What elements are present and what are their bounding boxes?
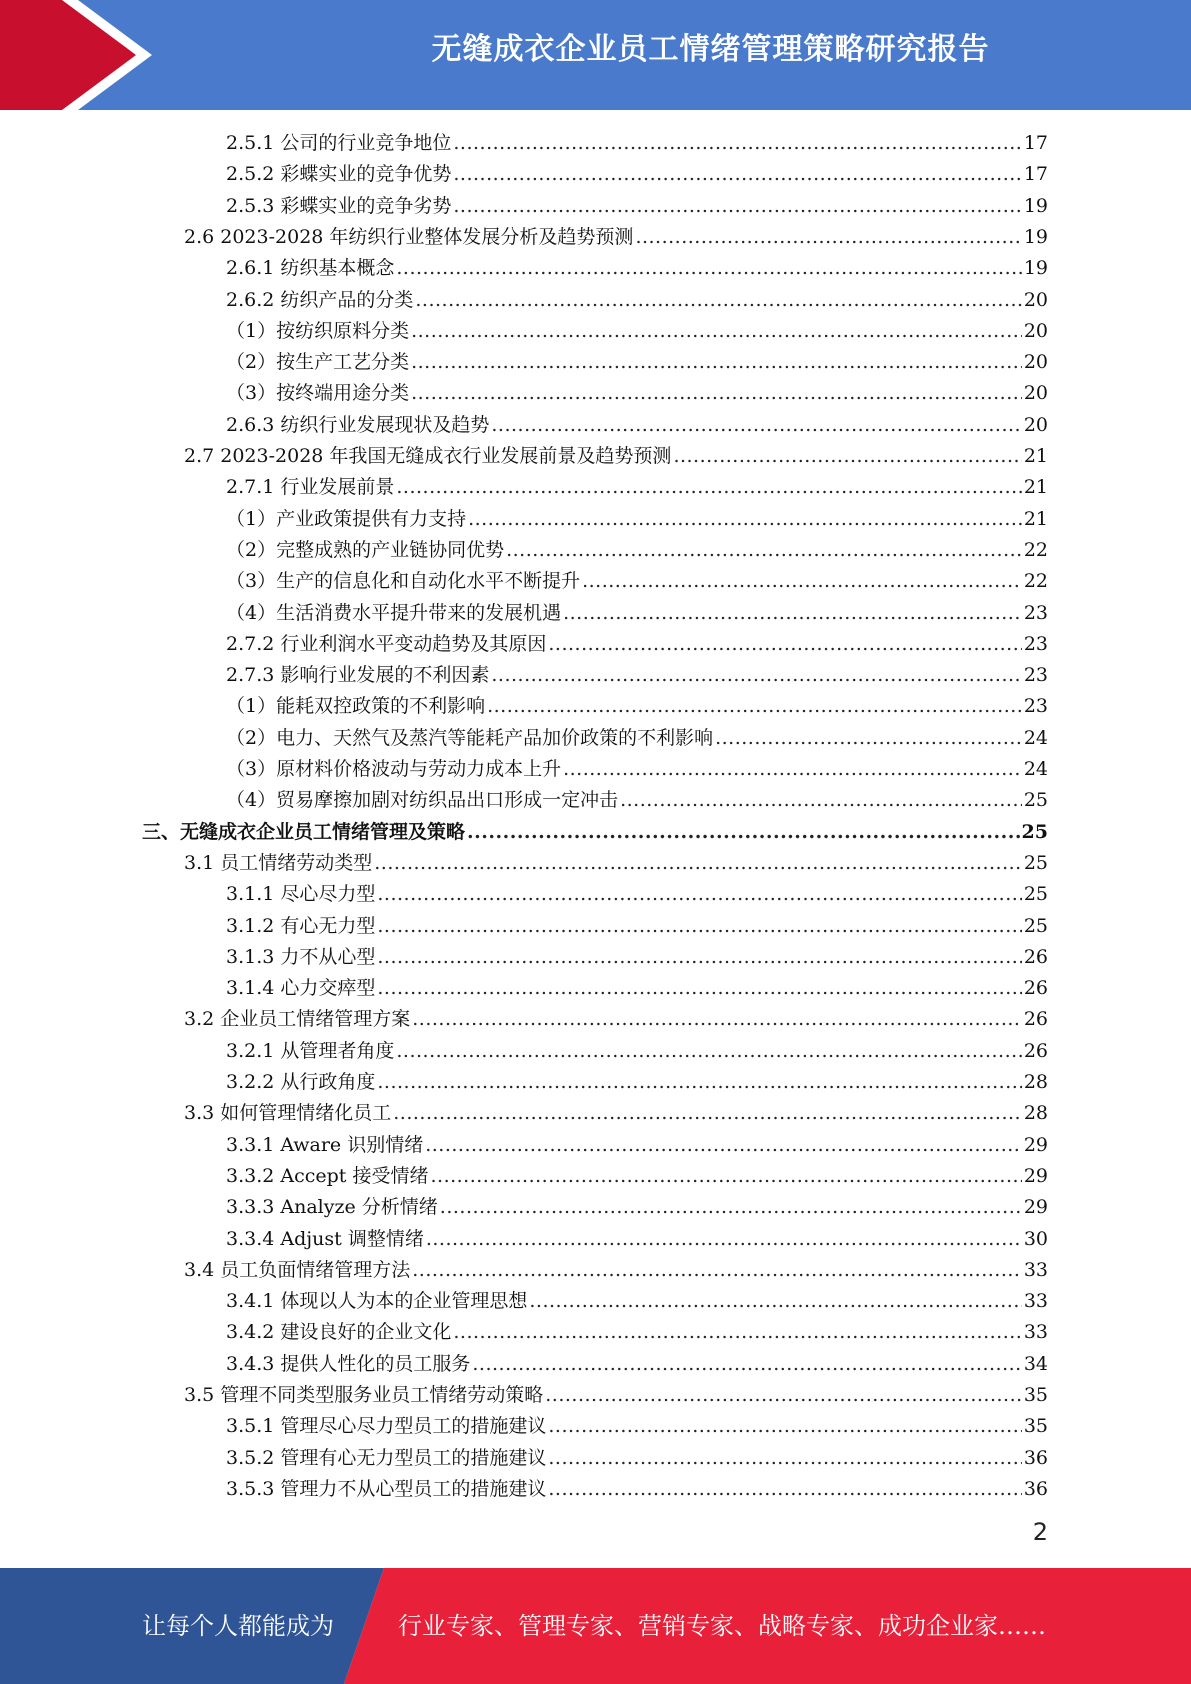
toc-entry-title: 2.6 2023-2028 年纺织行业整体发展分析及趋势预测 bbox=[184, 225, 634, 248]
toc-entry-title: 3.5.3 管理力不从心型员工的措施建议 bbox=[226, 1477, 547, 1500]
toc-entry-title: 3.1.1 尽心尽力型 bbox=[226, 883, 376, 906]
toc-entry-page: 33 bbox=[1023, 1290, 1048, 1313]
toc-entry-page: 22 bbox=[1023, 538, 1048, 561]
toc-leader-dots bbox=[425, 1130, 1022, 1161]
toc-entry-page: 26 bbox=[1023, 945, 1048, 968]
toc-leader-dots bbox=[548, 629, 1021, 660]
toc-leader-dots bbox=[472, 1349, 1021, 1380]
toc-entry-page: 23 bbox=[1023, 664, 1048, 687]
toc-entry-title: （1）能耗双控政策的不利影响 bbox=[226, 695, 486, 718]
toc-leader-dots bbox=[548, 1474, 1021, 1505]
toc-entry[interactable] bbox=[226, 1161, 1048, 1192]
toc-entry-page: 22 bbox=[1023, 570, 1048, 593]
toc-leader-dots bbox=[412, 1004, 1022, 1035]
toc-entry[interactable] bbox=[226, 942, 1048, 973]
page-footer bbox=[0, 1568, 1191, 1684]
toc-leader-dots bbox=[548, 1443, 1021, 1474]
toc-entry-page: 36 bbox=[1023, 1446, 1048, 1469]
toc-entry-title: （3）按终端用途分类 bbox=[226, 382, 410, 405]
toc-leader-dots bbox=[453, 159, 1021, 190]
toc-entry-title: 2.7.3 影响行业发展的不利因素 bbox=[226, 664, 490, 687]
toc-leader-dots bbox=[393, 1098, 1022, 1129]
toc-leader-dots bbox=[377, 911, 1021, 942]
toc-leader-dots bbox=[374, 848, 1022, 879]
toc-entry-title: 3.1.4 心力交瘁型 bbox=[226, 977, 376, 1000]
toc-entry[interactable] bbox=[226, 316, 1048, 347]
toc-leader-dots bbox=[377, 973, 1021, 1004]
toc-entry-page: 26 bbox=[1023, 977, 1048, 1000]
toc-entry-page: 21 bbox=[1023, 445, 1048, 467]
toc-entry-page: 25 bbox=[1023, 851, 1048, 874]
toc-entry[interactable] bbox=[226, 629, 1048, 660]
toc-entry-page: 29 bbox=[1023, 1164, 1048, 1187]
toc-leader-dots bbox=[453, 191, 1021, 222]
toc-entry[interactable] bbox=[226, 1192, 1048, 1223]
toc-entry-page: 19 bbox=[1023, 194, 1048, 217]
toc-leader-dots bbox=[715, 723, 1022, 754]
toc-entry-title: 2.6.1 纺织基本概念 bbox=[226, 257, 395, 280]
toc-leader-dots bbox=[620, 785, 1022, 816]
toc-entry[interactable] bbox=[184, 848, 1048, 879]
toc-entry[interactable] bbox=[226, 1067, 1048, 1098]
toc-entry-title: 3.5 管理不同类型服务业员工情绪劳动策略 bbox=[184, 1384, 544, 1406]
toc-entry[interactable] bbox=[226, 535, 1048, 566]
toc-leader-dots bbox=[411, 316, 1022, 347]
toc-leader-dots bbox=[563, 754, 1022, 785]
toc-entry-title: 2.7.2 行业利润水平变动趋势及其原因 bbox=[226, 632, 547, 655]
toc-entry-title: 2.6.3 纺织行业发展现状及趋势 bbox=[226, 413, 490, 436]
toc-entry-page: 35 bbox=[1023, 1384, 1048, 1406]
toc-leader-dots bbox=[396, 472, 1021, 503]
toc-leader-dots bbox=[396, 1036, 1021, 1067]
toc-entry-page: 36 bbox=[1023, 1477, 1048, 1500]
toc-leader-dots bbox=[468, 504, 1022, 535]
toc-entry-page: 30 bbox=[1023, 1227, 1048, 1250]
toc-entry-page: 25 bbox=[1023, 789, 1048, 812]
toc-entry-page: 26 bbox=[1023, 1008, 1048, 1031]
toc-entry[interactable] bbox=[226, 128, 1048, 159]
toc-entry-title: 3.1 员工情绪劳动类型 bbox=[184, 851, 373, 874]
toc-entry[interactable] bbox=[226, 253, 1048, 284]
toc-entry-title: （3）原材料价格波动与劳动力成本上升 bbox=[226, 758, 562, 780]
toc-entry[interactable] bbox=[226, 785, 1048, 816]
toc-entry-page: 20 bbox=[1023, 413, 1048, 436]
toc-entry-title: （2）电力、天然气及蒸汽等能耗产品加价政策的不利影响 bbox=[226, 726, 714, 749]
toc-entry-title: （1）按纺织原料分类 bbox=[226, 319, 410, 342]
toc-entry-title: 3.4.1 体现以人为本的企业管理思想 bbox=[226, 1290, 528, 1313]
toc-entry-title: 3.3.2 Accept 接受情绪 bbox=[226, 1164, 429, 1187]
toc-entry-title: 3.2.1 从管理者角度 bbox=[226, 1039, 395, 1062]
toc-entry-page: 33 bbox=[1023, 1321, 1048, 1344]
toc-entry[interactable] bbox=[226, 1130, 1048, 1161]
toc-leader-dots bbox=[396, 253, 1021, 284]
toc-leader-dots bbox=[412, 1255, 1022, 1286]
toc-entry[interactable] bbox=[226, 911, 1048, 942]
toc-leader-dots bbox=[582, 566, 1022, 597]
toc-entry-page: 26 bbox=[1023, 1039, 1048, 1062]
toc-entry[interactable] bbox=[226, 159, 1048, 190]
toc-entry-title: （4）贸易摩擦加剧对纺织品出口形成一定冲击 bbox=[226, 789, 619, 812]
toc-entry-page: 20 bbox=[1023, 319, 1048, 342]
toc-entry-title: 2.7.1 行业发展前景 bbox=[226, 476, 395, 499]
toc-entry-title: （2）完整成熟的产业链协同优势 bbox=[226, 538, 505, 561]
toc-entry-page: 25 bbox=[1023, 883, 1048, 906]
toc-entry-page: 29 bbox=[1023, 1196, 1048, 1219]
toc-entry-title: 2.6.2 纺织产品的分类 bbox=[226, 288, 414, 311]
toc-entry-page: 25 bbox=[1023, 914, 1048, 937]
toc-entry-title: 3.4.2 建设良好的企业文化 bbox=[226, 1321, 452, 1344]
toc-leader-dots bbox=[377, 1067, 1021, 1098]
toc-leader-dots bbox=[453, 1317, 1021, 1348]
page-number: 2 bbox=[1032, 1518, 1048, 1546]
toc-entry[interactable] bbox=[226, 347, 1048, 378]
toc-leader-dots bbox=[440, 1192, 1022, 1223]
toc-entry-page: 28 bbox=[1023, 1071, 1048, 1093]
toc-entry-title: （2）按生产工艺分类 bbox=[226, 351, 410, 374]
toc-leader-dots bbox=[377, 942, 1021, 973]
toc-entry[interactable] bbox=[184, 1004, 1048, 1035]
toc-entry-page: 33 bbox=[1023, 1258, 1048, 1281]
toc-entry-title: 3.2 企业员工情绪管理方案 bbox=[184, 1008, 411, 1031]
toc-entry-title: 3.4 员工负面情绪管理方法 bbox=[184, 1258, 411, 1281]
toc-entry[interactable] bbox=[226, 1224, 1048, 1255]
toc-entry-title: 3.5.1 管理尽心尽力型员工的措施建议 bbox=[226, 1415, 547, 1438]
toc-entry-page: 28 bbox=[1023, 1102, 1048, 1125]
toc-entry[interactable] bbox=[226, 598, 1048, 629]
toc-entry[interactable] bbox=[226, 1036, 1048, 1067]
toc-entry-page: 23 bbox=[1023, 632, 1048, 655]
toc-entry-page: 17 bbox=[1023, 132, 1048, 154]
toc-entry-page: 21 bbox=[1023, 507, 1048, 530]
document-title: 无缝成衣企业员工情绪管理策略研究报告 bbox=[431, 32, 990, 67]
toc-leader-dots bbox=[491, 660, 1021, 691]
toc-entry-page: 19 bbox=[1023, 225, 1048, 248]
toc-entry[interactable] bbox=[226, 973, 1048, 1004]
toc-entry[interactable] bbox=[226, 472, 1048, 503]
toc-leader-dots bbox=[467, 817, 1020, 848]
toc-entry-page: 20 bbox=[1023, 288, 1048, 311]
toc-entry-page: 21 bbox=[1023, 476, 1048, 499]
page-header bbox=[0, 0, 1191, 110]
toc-entry-page: 20 bbox=[1023, 351, 1048, 374]
toc-entry[interactable] bbox=[184, 222, 1048, 253]
toc-entry-page: 20 bbox=[1023, 382, 1048, 405]
toc-entry[interactable] bbox=[226, 1443, 1048, 1474]
toc-entry[interactable] bbox=[226, 1349, 1048, 1380]
toc-entry-page: 24 bbox=[1023, 726, 1048, 749]
toc-entry-page: 34 bbox=[1023, 1352, 1048, 1375]
toc-entry-title: 3.4.3 提供人性化的员工服务 bbox=[226, 1352, 471, 1375]
toc-entry[interactable] bbox=[184, 1255, 1048, 1286]
toc-entry[interactable] bbox=[226, 504, 1048, 535]
toc-entry[interactable] bbox=[226, 410, 1048, 441]
footer-slogan-left: 让每个人都能成为 bbox=[142, 1612, 334, 1640]
toc-entry-title: 3.5.2 管理有心无力型员工的措施建议 bbox=[226, 1446, 547, 1469]
toc-entry-title: 2.5.1 公司的行业竞争地位 bbox=[226, 132, 452, 154]
toc-entry[interactable] bbox=[226, 1317, 1048, 1348]
toc-leader-dots bbox=[426, 1224, 1022, 1255]
toc-leader-dots bbox=[529, 1286, 1021, 1317]
toc-entry[interactable] bbox=[226, 566, 1048, 597]
toc-entry-page: 17 bbox=[1023, 163, 1048, 186]
toc-entry-title: 2.7 2023-2028 年我国无缝成衣行业发展前景及趋势预测 bbox=[184, 445, 672, 467]
toc-entry-title: 2.5.2 彩蝶实业的竞争优势 bbox=[226, 163, 452, 186]
toc-entry[interactable] bbox=[226, 879, 1048, 910]
toc-entry[interactable] bbox=[226, 723, 1048, 754]
toc-leader-dots bbox=[506, 535, 1022, 566]
toc-entry-title: 2.5.3 彩蝶实业的竞争劣势 bbox=[226, 194, 452, 217]
toc-entry[interactable] bbox=[226, 1286, 1048, 1317]
toc-leader-dots bbox=[545, 1380, 1022, 1411]
toc-leader-dots bbox=[487, 691, 1022, 722]
toc-leader-dots bbox=[415, 285, 1021, 316]
toc-entry[interactable] bbox=[184, 1380, 1048, 1411]
toc-entry-page: 24 bbox=[1023, 758, 1048, 780]
toc-entry-page: 19 bbox=[1023, 257, 1048, 280]
toc-entry[interactable] bbox=[184, 1098, 1048, 1129]
toc-entry[interactable] bbox=[142, 817, 1048, 848]
toc-entry[interactable] bbox=[226, 691, 1048, 722]
toc-entry[interactable] bbox=[226, 1474, 1048, 1505]
toc-entry-title: 3.3.3 Analyze 分析情绪 bbox=[226, 1196, 438, 1219]
toc-entry-page: 25 bbox=[1021, 820, 1048, 843]
toc-entry-page: 23 bbox=[1023, 695, 1048, 718]
toc-leader-dots bbox=[673, 441, 1021, 472]
toc-entry[interactable] bbox=[226, 285, 1048, 316]
toc-entry[interactable] bbox=[226, 754, 1048, 785]
toc-entry-title: （1）产业政策提供有力支持 bbox=[226, 507, 467, 530]
toc-entry-title: （3）生产的信息化和自动化水平不断提升 bbox=[226, 570, 581, 593]
toc-entry-title: 3.3.4 Adjust 调整情绪 bbox=[226, 1227, 424, 1250]
toc-leader-dots bbox=[411, 347, 1022, 378]
toc-leader-dots bbox=[563, 598, 1022, 629]
toc-entry-title: 3.3 如何管理情绪化员工 bbox=[184, 1102, 392, 1125]
toc-entry[interactable] bbox=[226, 191, 1048, 222]
toc-entry-title: 三、无缝成衣企业员工情绪管理及策略 bbox=[142, 820, 466, 843]
toc-leader-dots bbox=[548, 1411, 1021, 1442]
toc-entry[interactable] bbox=[226, 660, 1048, 691]
toc-entry[interactable] bbox=[226, 378, 1048, 409]
footer-slogan-right: 行业专家、管理专家、营销专家、战略专家、成功企业家…… bbox=[398, 1612, 1046, 1640]
toc-leader-dots bbox=[377, 879, 1021, 910]
toc-entry-title: 3.1.2 有心无力型 bbox=[226, 914, 376, 937]
toc-entry[interactable] bbox=[226, 1411, 1048, 1442]
toc-leader-dots bbox=[491, 410, 1021, 441]
toc-leader-dots bbox=[411, 378, 1022, 409]
toc-entry[interactable] bbox=[184, 441, 1048, 472]
toc-entry-title: 3.3.1 Aware 识别情绪 bbox=[226, 1133, 424, 1156]
toc-entry-page: 35 bbox=[1023, 1415, 1048, 1438]
toc-entry-title: （4）生活消费水平提升带来的发展机遇 bbox=[226, 601, 562, 624]
toc-entry-title: 3.2.2 从行政角度 bbox=[226, 1071, 376, 1093]
toc-entry-page: 23 bbox=[1023, 601, 1048, 624]
toc-leader-dots bbox=[453, 128, 1021, 159]
toc-entry-page: 29 bbox=[1023, 1133, 1048, 1156]
toc-leader-dots bbox=[430, 1161, 1021, 1192]
toc-entry-title: 3.1.3 力不从心型 bbox=[226, 945, 376, 968]
toc-leader-dots bbox=[635, 222, 1021, 253]
